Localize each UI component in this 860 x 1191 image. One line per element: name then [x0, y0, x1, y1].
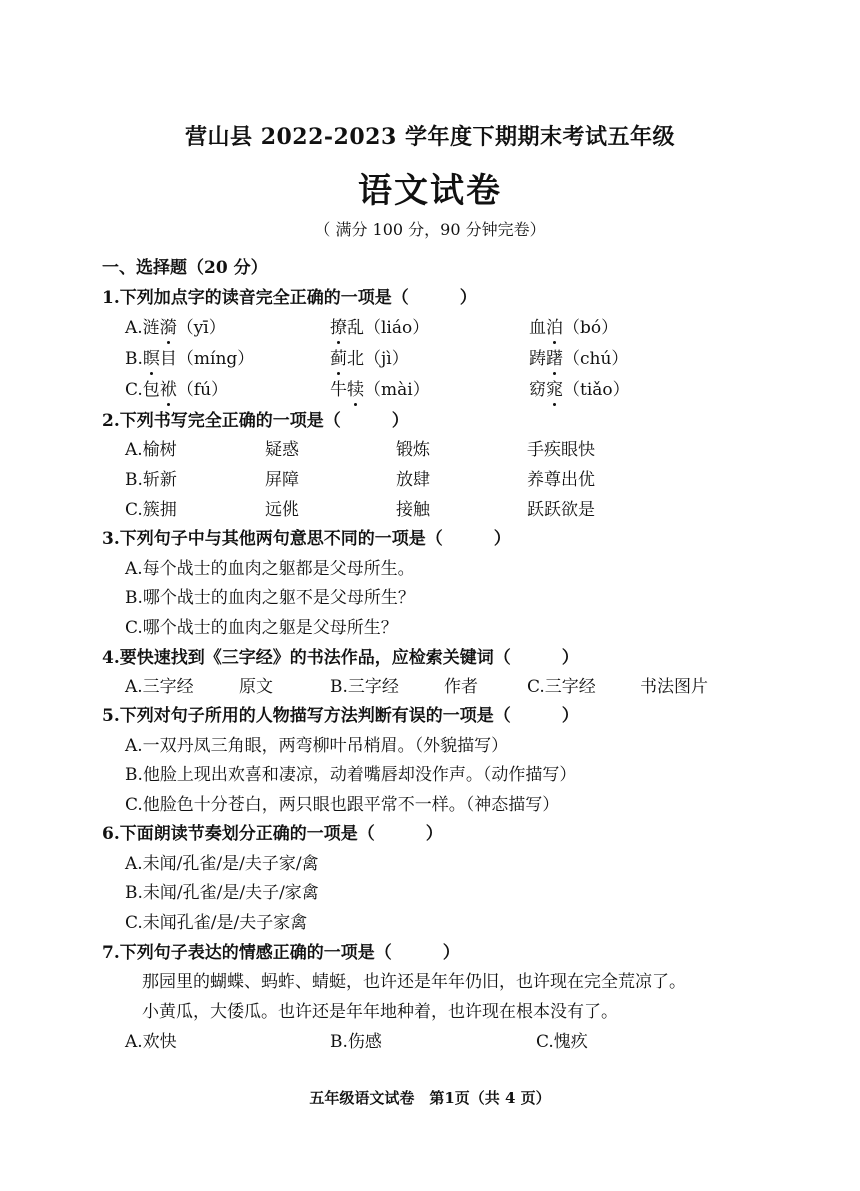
option-text-suffix: （mài）	[364, 380, 430, 400]
option-text-suffix: 目（míng）	[159, 349, 255, 369]
question-2-option-word: 屏障	[265, 470, 299, 490]
option-text-suffix: （chú）	[563, 349, 629, 369]
option-text-prefix: B.	[125, 349, 143, 369]
section-heading-choice: 一、选择题（20 分）	[102, 258, 268, 278]
question-4-option-c-word1: C.三字经	[527, 677, 596, 697]
question-6-option-a: A.未闻/孔雀/是/夫子家/禽	[125, 854, 319, 874]
question-3-option-c: C.哪个战士的血肉之躯是父母所生？	[125, 618, 398, 638]
option-text-prefix: 踌	[529, 349, 546, 369]
question-7-stem: 7.下列句子表达的情感正确的一项是（ ）	[102, 943, 460, 963]
dotted-character: 漪	[160, 313, 177, 338]
dotted-character: 躇	[546, 344, 563, 369]
dotted-character: 窕	[546, 375, 563, 400]
question-7-option-c: C.愧疚	[536, 1032, 588, 1052]
question-3-stem: 3.下列句子中与其他两句意思不同的一项是（ ）	[102, 529, 511, 549]
question-2-option-word: 养尊出优	[527, 470, 595, 490]
question-4-option-a-word2: 原文	[239, 677, 273, 697]
question-5-option-c: C.他脸色十分苍白，两只眼也跟平常不一样。（神态描写）	[125, 795, 560, 815]
question-2-option-word: A.榆树	[125, 440, 177, 460]
question-2-option-word: C.簇拥	[125, 500, 177, 520]
question-5-option-a: A.一双丹凤三角眼，两弯柳叶吊梢眉。（外貌描写）	[125, 736, 509, 756]
question-7-passage-line1: 那园里的蝴蝶、蚂蚱、蜻蜓，也许还是年年仍旧，也许现在完全荒凉了。	[142, 972, 686, 992]
question-1-option-item	[330, 344, 409, 369]
question-4-option-a-word1: A.三字经	[125, 677, 194, 697]
question-7-option-b: B.伤感	[330, 1032, 382, 1052]
question-1-option-item	[529, 313, 618, 338]
question-2-option-word: 接触	[396, 500, 430, 520]
exam-title-subject: 语文试卷	[358, 171, 502, 211]
question-2-option-word: B.斩新	[125, 470, 177, 490]
question-1-option-item	[330, 375, 430, 400]
option-text-suffix: （tiǎo）	[563, 380, 630, 400]
option-text-prefix: 牛	[330, 380, 347, 400]
question-2-stem: 2.下列书写完全正确的一项是（ ）	[102, 411, 409, 431]
question-7-passage-line2: 小黄瓜，大倭瓜。也许还是年年地种着，也许现在根本没有了。	[142, 1002, 618, 1022]
page-footer: 五年级语文试卷 第1页（共 4 页）	[309, 1089, 551, 1107]
dotted-character: 袱	[160, 375, 177, 400]
question-4-option-b-word2: 作者	[444, 677, 478, 697]
option-text-suffix: （bó）	[563, 318, 619, 338]
question-1-stem: 1.下列加点字的读音完全正确的一项是（ ）	[102, 288, 477, 308]
exam-title-line1: 营山县 2022-2023 学年度下期期末考试五年级	[185, 124, 675, 150]
option-text-suffix: 乱（liáo）	[347, 318, 430, 338]
score-note: （ 满分 100 分，90 分钟完卷）	[314, 220, 546, 239]
question-4-stem: 4.要快速找到《三字经》的书法作品，应检索关键词（ ）	[102, 648, 579, 668]
dotted-character: 泊	[546, 313, 563, 338]
question-1-option-item	[529, 344, 628, 369]
option-text-prefix: C.包	[125, 380, 160, 400]
question-5-option-b: B.他脸上现出欢喜和凄凉，动着嘴唇却没作声。（动作描写）	[125, 765, 577, 785]
dotted-character: 撩	[330, 313, 347, 338]
question-2-option-word: 远佻	[265, 500, 299, 520]
question-6-stem: 6.下面朗读节奏划分正确的一项是（ ）	[102, 824, 443, 844]
question-6-option-b: B.未闻/孔雀/是/夫子/家禽	[125, 883, 319, 903]
option-text-prefix: 窈	[529, 380, 546, 400]
option-text-prefix: 血	[529, 318, 546, 338]
option-text-prefix: A.涟	[125, 318, 160, 338]
question-6-option-c: C.未闻孔雀/是/夫子家禽	[125, 913, 308, 933]
question-3-option-a: A.每个战士的血肉之躯都是父母所生。	[125, 559, 415, 579]
dotted-character: 蓟	[330, 344, 347, 369]
question-1-option-item	[125, 344, 254, 369]
question-5-stem: 5.下列对句子所用的人物描写方法判断有误的一项是（ ）	[102, 706, 579, 726]
dotted-character: 犊	[347, 375, 364, 400]
question-2-option-word: 锻炼	[396, 440, 430, 460]
question-4-option-c-word2: 书法图片	[640, 677, 708, 697]
question-2-option-word: 手疾眼快	[527, 440, 595, 460]
question-4-option-b-word1: B.三字经	[330, 677, 399, 697]
option-text-suffix: （fú）	[176, 380, 229, 400]
question-2-option-word: 放肆	[396, 470, 430, 490]
option-text-suffix: （yī）	[176, 318, 226, 338]
question-1-option-item	[125, 375, 228, 400]
question-7-option-a: A.欢快	[125, 1032, 177, 1052]
question-1-option-item	[529, 375, 630, 400]
question-1-option-item	[330, 313, 429, 338]
question-2-option-word: 疑惑	[265, 440, 299, 460]
dotted-character: 瞑	[143, 344, 160, 369]
question-3-option-b: B.哪个战士的血肉之躯不是父母所生？	[125, 588, 415, 608]
option-text-suffix: 北（jì）	[347, 349, 409, 369]
question-1-option-item	[125, 313, 226, 338]
question-2-option-word: 跃跃欲是	[527, 500, 595, 520]
